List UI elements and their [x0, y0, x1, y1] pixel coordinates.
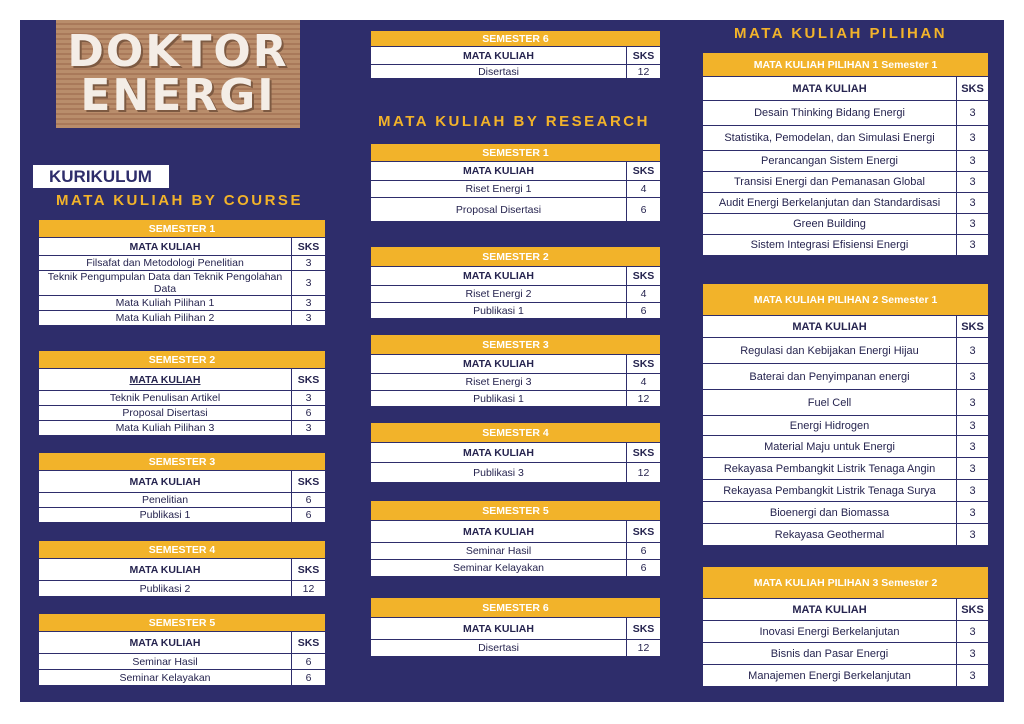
table-row	[39, 493, 326, 508]
column-header-sks: SKS	[292, 369, 326, 391]
table-row	[703, 436, 989, 458]
course-sks: 3	[292, 271, 326, 296]
by-course-table-6	[370, 30, 661, 79]
semester-title: SEMESTER 1	[371, 144, 661, 162]
table-row	[39, 256, 326, 271]
course-sks: 12	[292, 581, 326, 597]
header-row	[703, 599, 989, 621]
course-sks: 3	[957, 214, 989, 235]
course-sks: 3	[957, 193, 989, 214]
course-name: Proposal Disertasi	[39, 406, 292, 421]
course-name: Rekayasa Pembangkit Listrik Tenaga Angin	[703, 458, 957, 480]
column-header-course: MATA KULIAH	[703, 316, 957, 338]
course-sks: 12	[627, 463, 661, 483]
course-name: Disertasi	[371, 640, 627, 657]
header-row	[371, 443, 661, 463]
course-sks: 6	[627, 303, 661, 319]
semester-title-row	[703, 53, 989, 77]
column-header-course: MATA KULIAH	[703, 599, 957, 621]
course-sks: 3	[957, 101, 989, 126]
header-row	[371, 162, 661, 181]
table-row	[703, 643, 989, 665]
course-name: Publikasi 1	[39, 508, 292, 523]
by-research-table-4	[370, 422, 661, 483]
semester-title-row	[39, 220, 326, 238]
column-header-course: MATA KULIAH	[39, 559, 292, 581]
course-sks: 3	[957, 338, 989, 364]
semester-title-row	[703, 284, 989, 316]
course-sks: 3	[957, 416, 989, 436]
course-sks: 6	[627, 543, 661, 560]
table-row	[703, 214, 989, 235]
table-row	[703, 364, 989, 390]
course-sks: 4	[627, 181, 661, 198]
table-row	[703, 126, 989, 151]
column-header-sks: SKS	[627, 47, 661, 65]
table-row	[39, 271, 326, 296]
column-header-sks: SKS	[627, 443, 661, 463]
banner-line-2: ENERGI	[80, 70, 276, 121]
semester-title-row	[371, 598, 661, 618]
column-header-sks: SKS	[292, 632, 326, 654]
table-row	[703, 524, 989, 546]
course-sks: 3	[957, 665, 989, 687]
table-row	[371, 640, 661, 657]
semester-title: MATA KULIAH PILIHAN 1 Semester 1	[703, 53, 989, 77]
table-row	[703, 416, 989, 436]
column-header-sks: SKS	[957, 599, 989, 621]
pilihan-table-3	[702, 566, 989, 687]
course-name: Teknik Penulisan Artikel	[39, 391, 292, 406]
header-row	[371, 355, 661, 374]
course-sks: 3	[957, 390, 989, 416]
header-row	[371, 618, 661, 640]
semester-title: MATA KULIAH PILIHAN 2 Semester 1	[703, 284, 989, 316]
column-header-course: MATA KULIAH	[39, 238, 292, 256]
semester-title-row	[39, 351, 326, 369]
semester-title: SEMESTER 4	[39, 541, 326, 559]
course-name: Energi Hidrogen	[703, 416, 957, 436]
course-sks: 12	[627, 65, 661, 79]
column-header-sks: SKS	[627, 162, 661, 181]
course-sks: 3	[957, 458, 989, 480]
table-row	[371, 463, 661, 483]
table-row	[39, 406, 326, 421]
table-row	[39, 421, 326, 436]
course-sks: 6	[292, 508, 326, 523]
course-name: Riset Energi 1	[371, 181, 627, 198]
table-row	[371, 303, 661, 319]
course-sks: 3	[957, 172, 989, 193]
table-row	[371, 181, 661, 198]
table-row	[39, 296, 326, 311]
course-sks: 6	[627, 560, 661, 577]
course-sks: 3	[292, 311, 326, 326]
table-row	[371, 65, 661, 79]
pilihan-table-1	[702, 52, 989, 256]
semester-title-row	[371, 144, 661, 162]
table-row	[703, 502, 989, 524]
course-sks: 3	[292, 421, 326, 436]
by-research-table-2	[370, 246, 661, 319]
course-name: Fuel Cell	[703, 390, 957, 416]
semester-title: SEMESTER 2	[39, 351, 326, 369]
semester-title-row	[371, 247, 661, 267]
column-header-course: MATA KULIAH	[371, 47, 627, 65]
course-sks: 3	[957, 235, 989, 256]
column-header-sks: SKS	[627, 521, 661, 543]
kurikulum-label: KURIKULUM	[33, 165, 169, 188]
column-header-sks: SKS	[957, 316, 989, 338]
semester-title: SEMESTER 4	[371, 423, 661, 443]
column-header-course: MATA KULIAH	[371, 162, 627, 181]
by-course-table-4	[38, 540, 326, 597]
column-header-sks: SKS	[292, 559, 326, 581]
banner-line-1: DOKTOR	[67, 26, 289, 77]
header-row	[39, 369, 326, 391]
table-row	[371, 391, 661, 407]
course-sks: 3	[957, 151, 989, 172]
table-row	[39, 508, 326, 523]
header-row	[39, 559, 326, 581]
by-course-table-2	[38, 350, 326, 436]
course-sks: 3	[957, 621, 989, 643]
table-row	[703, 151, 989, 172]
semester-title: SEMESTER 3	[39, 453, 326, 471]
course-sks: 6	[292, 670, 326, 686]
course-name: Sistem Integrasi Efisiensi Energi	[703, 235, 957, 256]
course-name: Rekayasa Geothermal	[703, 524, 957, 546]
course-sks: 3	[957, 480, 989, 502]
semester-title-row	[39, 614, 326, 632]
column-header-sks: SKS	[957, 77, 989, 101]
semester-title: SEMESTER 6	[371, 598, 661, 618]
semester-title: SEMESTER 2	[371, 247, 661, 267]
column-header-course: MATA KULIAH	[371, 521, 627, 543]
course-name: Perancangan Sistem Energi	[703, 151, 957, 172]
course-name: Regulasi dan Kebijakan Energi Hijau	[703, 338, 957, 364]
course-name: Baterai dan Penyimpanan energi	[703, 364, 957, 390]
semester-title: SEMESTER 3	[371, 335, 661, 355]
table-row	[703, 390, 989, 416]
column-header-course: MATA KULIAH	[39, 632, 292, 654]
header-row	[39, 471, 326, 493]
course-sks: 6	[292, 493, 326, 508]
table-row	[371, 543, 661, 560]
course-name: Seminar Kelayakan	[39, 670, 292, 686]
course-name: Mata Kuliah Pilihan 3	[39, 421, 292, 436]
semester-title-row	[371, 31, 661, 47]
semester-title-row	[39, 453, 326, 471]
table-row	[703, 101, 989, 126]
column-header-course: MATA KULIAH	[39, 369, 292, 391]
course-sks: 3	[957, 502, 989, 524]
header-row	[39, 238, 326, 256]
semester-title-row	[371, 423, 661, 443]
header-row	[371, 267, 661, 286]
course-name: Seminar Hasil	[39, 654, 292, 670]
heading-pilihan: MATA KULIAH PILIHAN	[734, 25, 948, 42]
table-row	[703, 665, 989, 687]
course-sks: 12	[627, 391, 661, 407]
column-header-sks: SKS	[627, 267, 661, 286]
column-header-sks: SKS	[292, 238, 326, 256]
course-name: Proposal Disertasi	[371, 198, 627, 222]
header-row	[39, 632, 326, 654]
semester-title: MATA KULIAH PILIHAN 3 Semester 2	[703, 567, 989, 599]
course-sks: 3	[292, 256, 326, 271]
pilihan-table-2	[702, 283, 989, 546]
by-research-table-6	[370, 597, 661, 657]
column-header-course: MATA KULIAH	[703, 77, 957, 101]
course-name: Green Building	[703, 214, 957, 235]
course-sks: 3	[957, 643, 989, 665]
course-name: Bioenergi dan Biomassa	[703, 502, 957, 524]
course-name: Filsafat dan Metodologi Penelitian	[39, 256, 292, 271]
course-sks: 3	[957, 126, 989, 151]
semester-title: SEMESTER 6	[371, 31, 661, 47]
by-course-table-1	[38, 219, 326, 326]
course-name: Manajemen Energi Berkelanjutan	[703, 665, 957, 687]
semester-title: SEMESTER 5	[39, 614, 326, 632]
heading-by-research: MATA KULIAH BY RESEARCH	[378, 113, 650, 130]
course-name: Publikasi 2	[39, 581, 292, 597]
heading-by-course: MATA KULIAH BY COURSE	[56, 192, 303, 209]
course-sks: 3	[292, 391, 326, 406]
course-name: Teknik Pengumpulan Data dan Teknik Pengolahan Data	[39, 271, 292, 296]
semester-title-row	[703, 567, 989, 599]
table-row	[39, 391, 326, 406]
course-name: Desain Thinking Bidang Energi	[703, 101, 957, 126]
table-row	[371, 198, 661, 222]
course-name: Bisnis dan Pasar Energi	[703, 643, 957, 665]
course-name: Audit Energi Berkelanjutan dan Standardisasi	[703, 193, 957, 214]
course-name: Disertasi	[371, 65, 627, 79]
course-sks: 3	[957, 524, 989, 546]
course-name: Publikasi 1	[371, 303, 627, 319]
course-name: Rekayasa Pembangkit Listrik Tenaga Surya	[703, 480, 957, 502]
by-research-table-5	[370, 500, 661, 577]
course-sks: 4	[627, 286, 661, 303]
course-sks: 3	[292, 296, 326, 311]
semester-title-row	[371, 501, 661, 521]
by-course-table-3	[38, 452, 326, 523]
column-header-sks: SKS	[627, 355, 661, 374]
header-row	[703, 77, 989, 101]
course-name: Mata Kuliah Pilihan 2	[39, 311, 292, 326]
course-sks: 12	[627, 640, 661, 657]
course-name: Statistika, Pemodelan, dan Simulasi Energi	[703, 126, 957, 151]
header-row	[371, 47, 661, 65]
course-sks: 3	[957, 436, 989, 458]
table-row	[39, 311, 326, 326]
table-row	[703, 621, 989, 643]
table-row	[371, 286, 661, 303]
course-name: Mata Kuliah Pilihan 1	[39, 296, 292, 311]
semester-title-row	[371, 335, 661, 355]
table-row	[703, 235, 989, 256]
course-sks: 3	[957, 364, 989, 390]
by-course-table-5	[38, 613, 326, 686]
semester-title: SEMESTER 1	[39, 220, 326, 238]
table-row	[703, 172, 989, 193]
course-name: Inovasi Energi Berkelanjutan	[703, 621, 957, 643]
table-row	[39, 654, 326, 670]
column-header-course: MATA KULIAH	[39, 471, 292, 493]
course-name: Riset Energi 2	[371, 286, 627, 303]
course-name: Publikasi 3	[371, 463, 627, 483]
column-header-course: MATA KULIAH	[371, 618, 627, 640]
header-row	[703, 316, 989, 338]
course-name: Transisi Energi dan Pemanasan Global	[703, 172, 957, 193]
table-row	[703, 480, 989, 502]
table-row	[703, 193, 989, 214]
by-research-table-3	[370, 334, 661, 407]
header-row	[371, 521, 661, 543]
column-header-course: MATA KULIAH	[371, 443, 627, 463]
course-name: Seminar Hasil	[371, 543, 627, 560]
course-sks: 4	[627, 374, 661, 391]
table-row	[39, 670, 326, 686]
course-name: Seminar Kelayakan	[371, 560, 627, 577]
course-name: Riset Energi 3	[371, 374, 627, 391]
semester-title-row	[39, 541, 326, 559]
column-header-course: MATA KULIAH	[371, 355, 627, 374]
table-row	[703, 338, 989, 364]
by-research-table-1	[370, 143, 661, 222]
column-header-course: MATA KULIAH	[371, 267, 627, 286]
doktor-energi-banner	[56, 20, 300, 128]
table-row	[371, 374, 661, 391]
table-row	[703, 458, 989, 480]
course-name: Penelitian	[39, 493, 292, 508]
course-sks: 6	[292, 654, 326, 670]
table-row	[39, 581, 326, 597]
course-name: Material Maju untuk Energi	[703, 436, 957, 458]
column-header-sks: SKS	[292, 471, 326, 493]
column-header-sks: SKS	[627, 618, 661, 640]
semester-title: SEMESTER 5	[371, 501, 661, 521]
course-name: Publikasi 1	[371, 391, 627, 407]
table-row	[371, 560, 661, 577]
course-sks: 6	[292, 406, 326, 421]
course-sks: 6	[627, 198, 661, 222]
